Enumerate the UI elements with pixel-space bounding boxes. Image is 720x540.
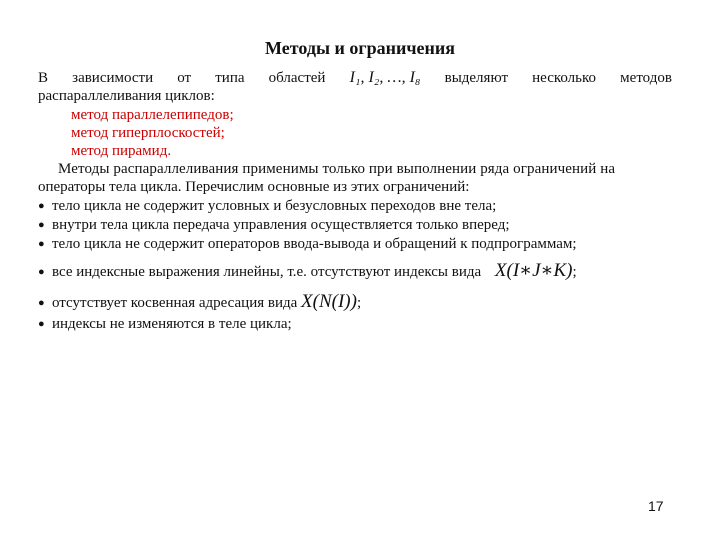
bullet-formula: X(N(I)) (301, 291, 357, 312)
intro-formula: I₁, I₂, …, I₈ (349, 69, 421, 86)
bullet-tail: ; (572, 264, 577, 280)
restriction-bullet (38, 216, 672, 234)
page-number: 17 (648, 498, 664, 514)
bullet-icon: ● (38, 238, 45, 250)
bullet-icon: ● (38, 297, 45, 309)
bullet-icon: ● (38, 219, 45, 231)
method-item: метод параллелепипедов; (71, 107, 234, 123)
bullet-formula: X(I∗J∗K) (494, 260, 573, 281)
bullet-text: индексы не изменяются в теле цикла; (52, 316, 292, 332)
method-item: метод пирамид. (71, 143, 172, 159)
intro-word: В (38, 70, 49, 86)
intro-word: несколько (532, 70, 597, 86)
method-item: метод гиперплоскостей; (71, 125, 225, 141)
bullet-tail: ; (356, 295, 362, 311)
bullet-text: все индексные выражения линейны, т.е. отсутствуют индексы вида (52, 264, 482, 280)
restriction-bullet (38, 262, 672, 281)
bullet-text: тело цикла не содержит условных и безусловных переходов вне тела; (52, 198, 497, 214)
intro-word: типа (215, 70, 245, 86)
restriction-bullet (38, 293, 672, 312)
intro-word: от (177, 70, 192, 86)
intro-word: выделяют (444, 70, 509, 86)
bullet-icon: ● (38, 318, 45, 330)
bullet-text: внутри тела цикла передача управления осуществляется только вперед; (52, 217, 510, 233)
bullet-text: тело цикла не содержит операторов ввода-вывода и обращений к подпрограммам; (52, 236, 577, 252)
restriction-bullet (38, 197, 672, 215)
intro-line-1 (38, 69, 672, 87)
intro-word: зависимости (72, 70, 154, 86)
restrictions-line-1: Методы распараллеливания применимы только при выполнении ряда ограничений на (58, 161, 616, 177)
bullet-text: отсутствует косвенная адресация вида (52, 295, 298, 311)
restrictions-line-2: операторы тела цикла. Перечислим основные из этих ограничений: (38, 179, 470, 195)
slide-title: Методы и ограничения (265, 38, 455, 58)
intro-word: методов (620, 70, 672, 86)
restriction-bullet (38, 235, 672, 253)
intro-line-2: распараллеливания циклов: (38, 88, 215, 104)
intro-word: областей (268, 70, 326, 86)
restriction-bullet (38, 315, 672, 333)
bullet-icon: ● (38, 200, 45, 212)
bullet-icon: ● (38, 266, 45, 278)
